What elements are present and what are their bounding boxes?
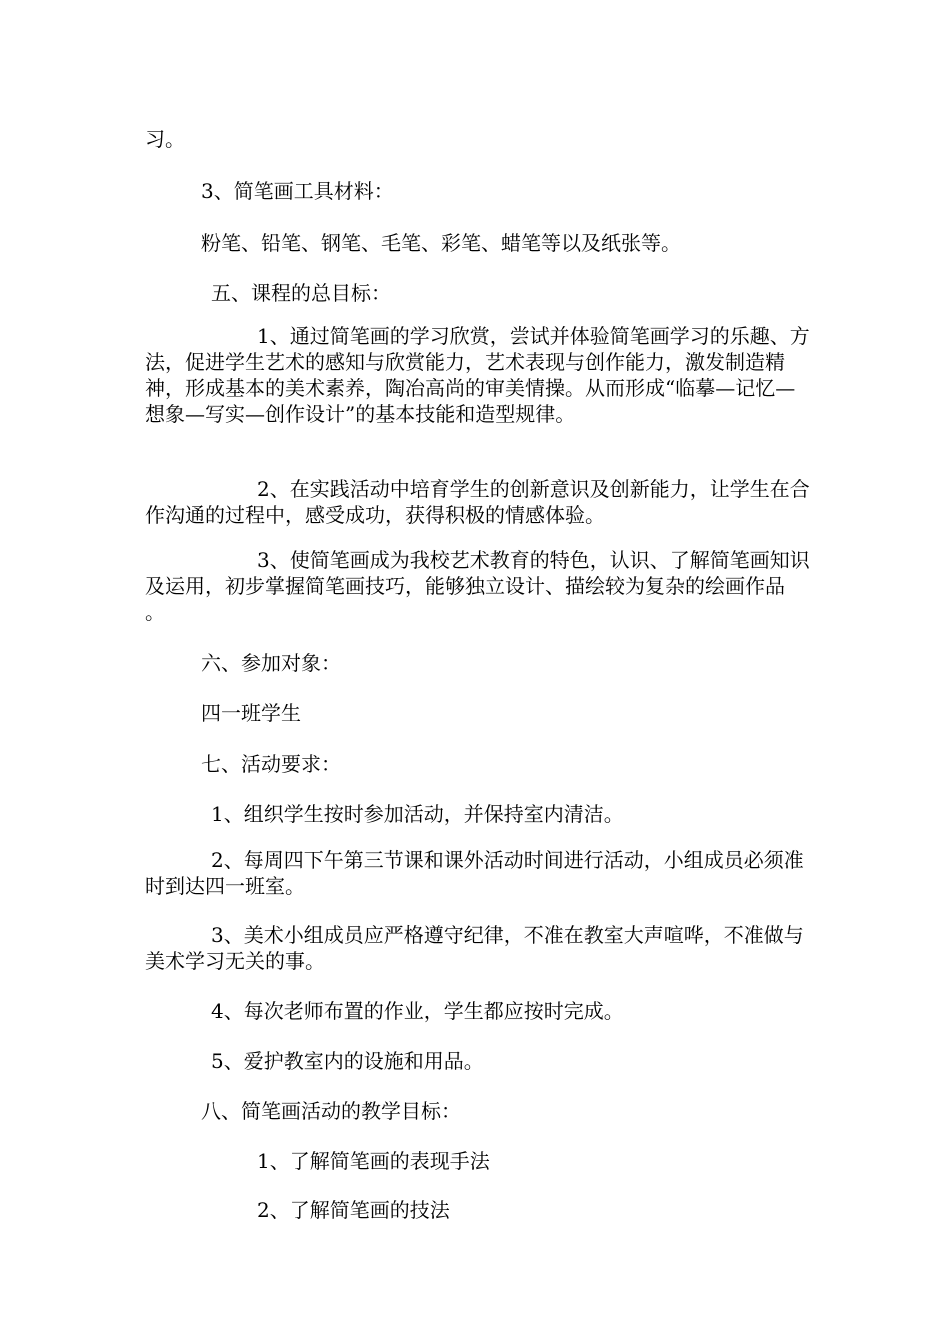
section-7-heading: 七、活动要求： <box>201 752 341 776</box>
section-6-heading: 六、参加对象： <box>201 651 341 675</box>
section-5-heading: 五、课程的总目标： <box>211 281 391 305</box>
goal-1-paragraph: 1、通过简笔画的学习欣赏，尝试并体验简笔画学习的乐趣、方法，促进学生艺术的感知与欣赏能力，艺术表现与创作能力，激发制造精神，形成基本的美术素养，陶冶高尚的审美情操。从而形成“临摹—记忆—想象—写实—创作设计”的基本技能和造型规律。 <box>145 324 810 426</box>
objective-1: 1、了解简笔画的表现手法 <box>257 1149 490 1173</box>
requirement-5: 5、爱护教室内的设施和用品。 <box>211 1049 484 1073</box>
paragraph-continuation: 习。 <box>145 127 185 151</box>
participants-text: 四一班学生 <box>201 701 301 725</box>
requirement-1: 1、组织学生按时参加活动，并保持室内清洁。 <box>211 802 624 826</box>
tools-list: 粉笔、铅笔、钢笔、毛笔、彩笔、蜡笔等以及纸张等。 <box>201 231 681 255</box>
goal-2-paragraph: 2、在实践活动中培育学生的创新意识及创新能力，让学生在合作沟通的过程中，感受成功，获得积极的情感体验。 <box>145 477 810 527</box>
goal-3-paragraph: 3、使简笔画成为我校艺术教育的特色，认识、了解简笔画知识及运用，初步掌握简笔画技巧，能够独立设计、描绘较为复杂的绘画作品 。 <box>145 548 810 624</box>
requirement-2: 2、每周四下午第三节课和课外活动时间进行活动，小组成员必须准时到达四一班室。 <box>145 848 804 898</box>
requirement-3: 3、美术小组成员应严格遵守纪律，不准在教室大声喧哗，不准做与美术学习无关的事。 <box>145 923 804 973</box>
requirement-4: 4、每次老师布置的作业，学生都应按时完成。 <box>211 999 624 1023</box>
tools-heading: 3、简笔画工具材料： <box>201 179 394 203</box>
section-8-heading: 八、简笔画活动的教学目标： <box>201 1099 461 1123</box>
objective-2: 2、了解简笔画的技法 <box>257 1198 450 1222</box>
